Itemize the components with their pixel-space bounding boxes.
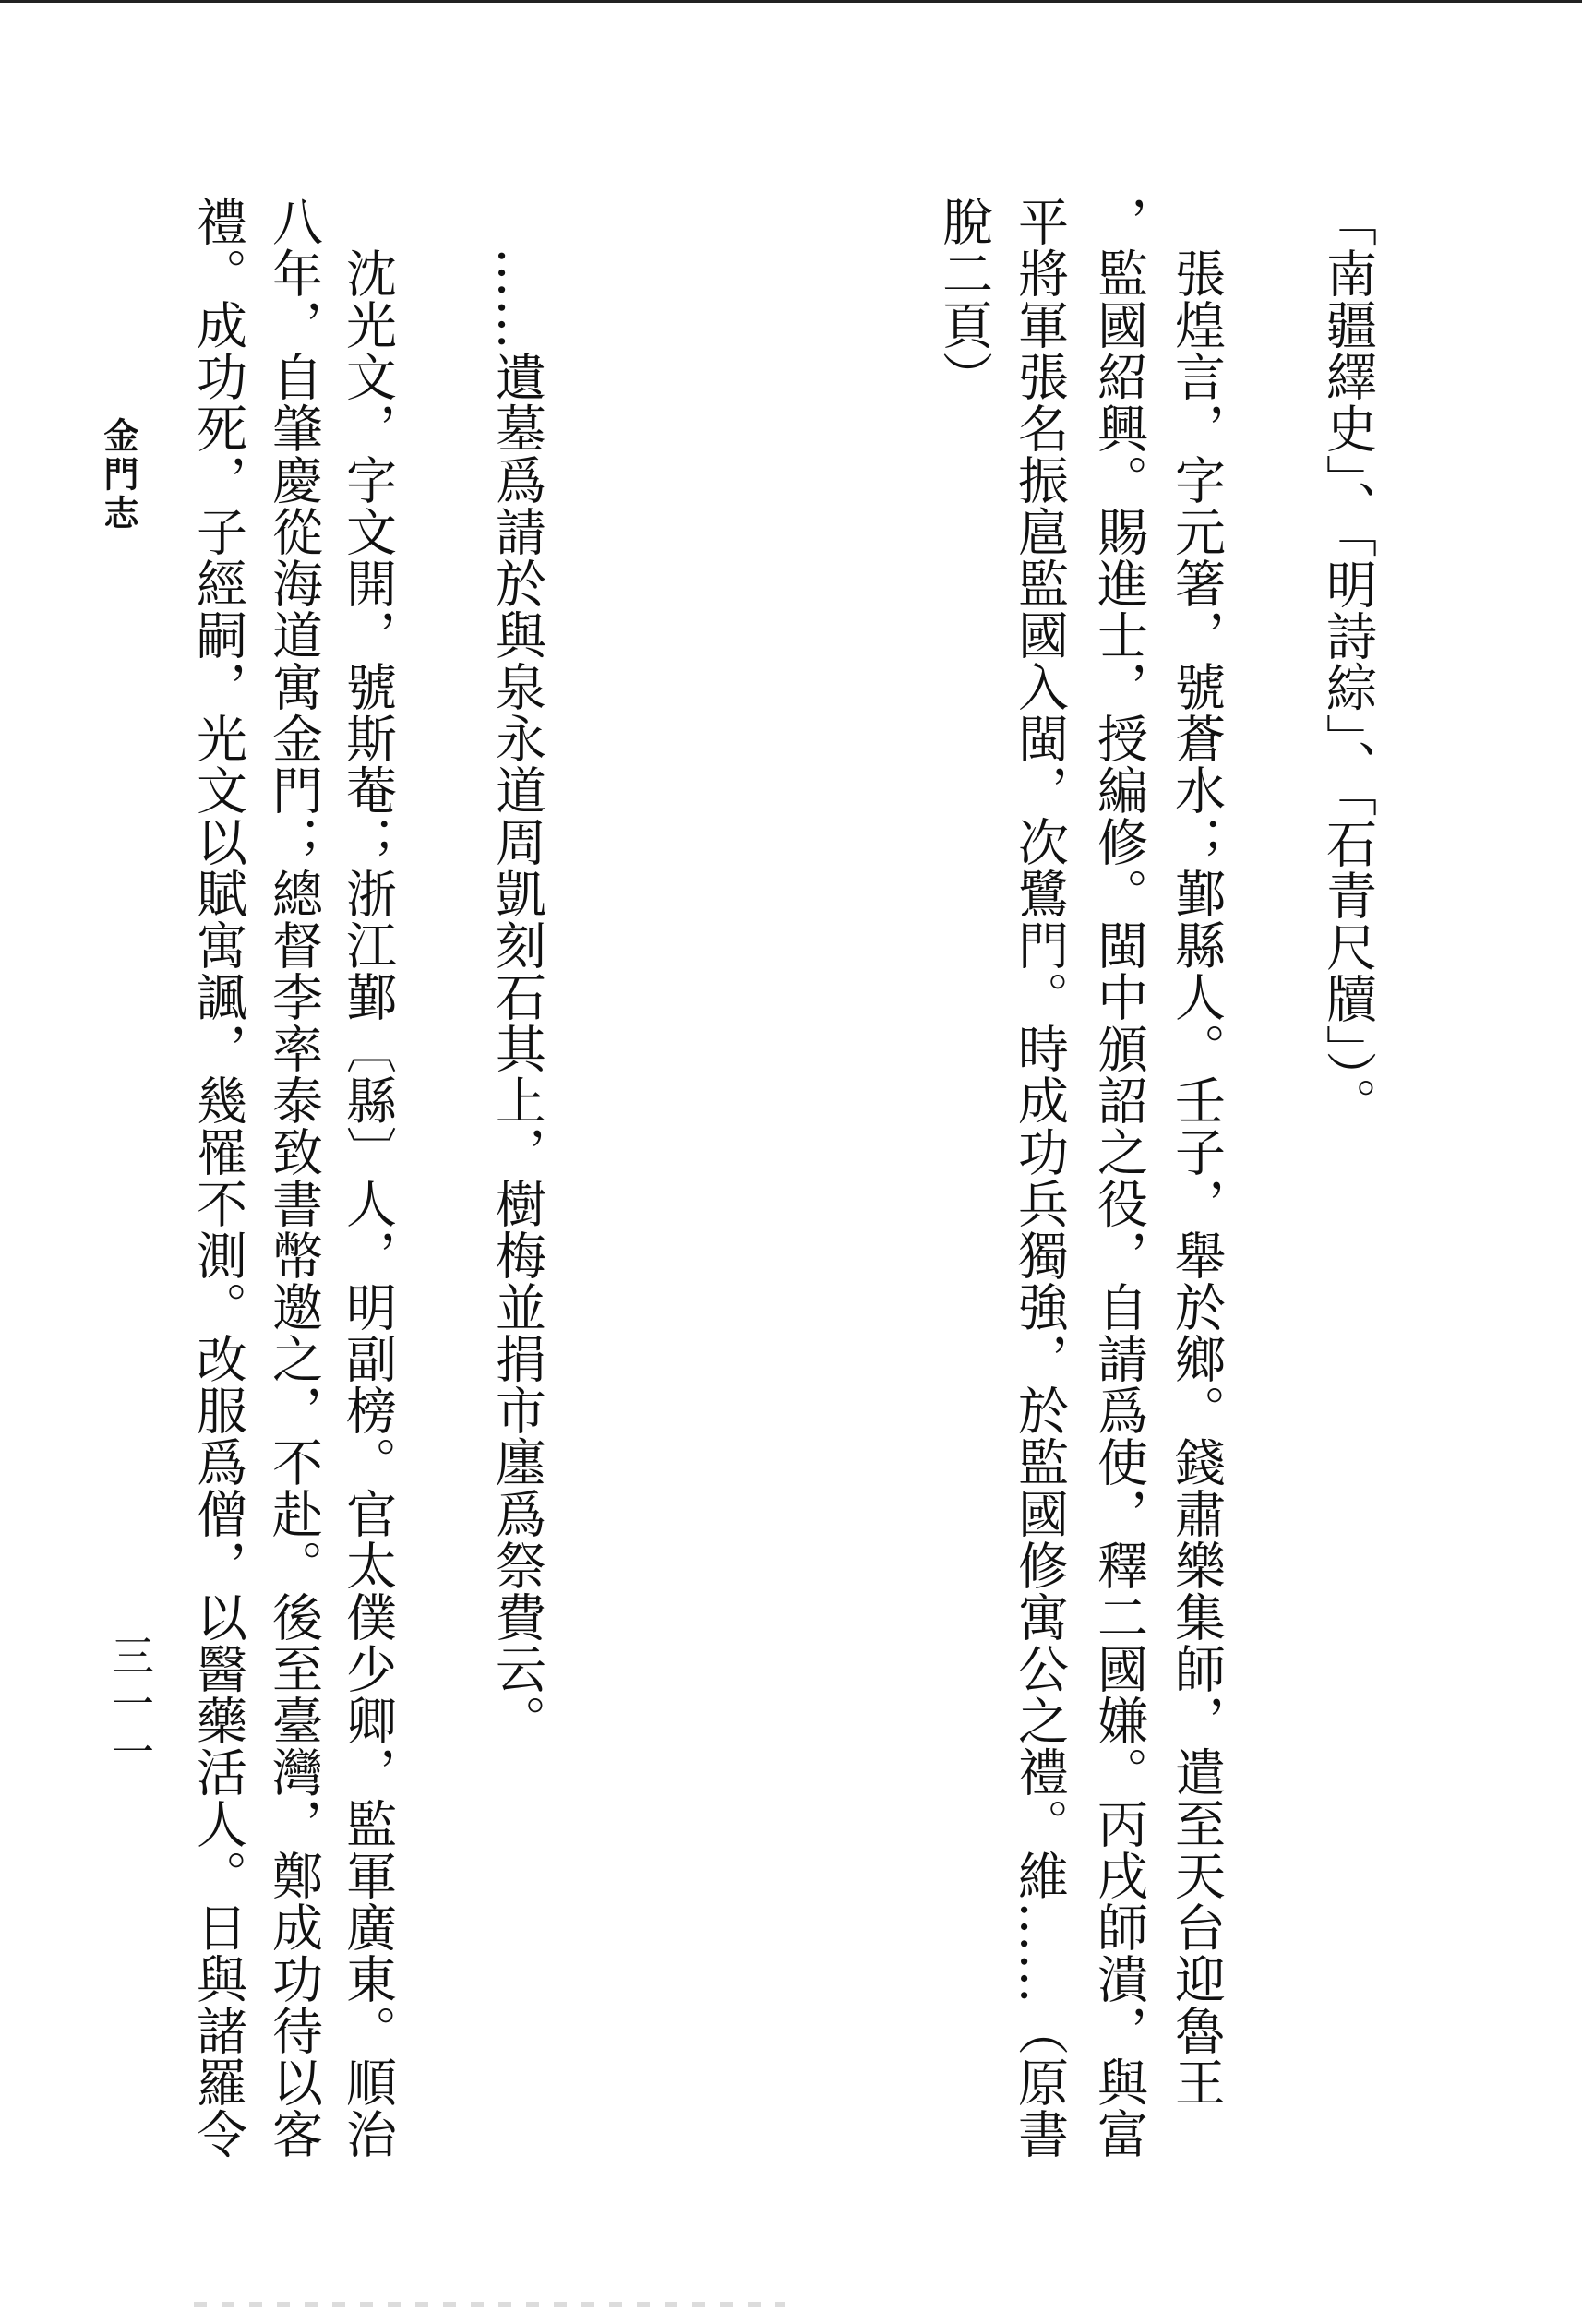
page-number: 三一一 xyxy=(105,1634,155,1778)
text-column-9: 禮。成功死，子經嗣，光文以賦寓諷，幾罹不測。改服爲僧，以醫藥活人。日與諸羅令 xyxy=(188,196,247,2160)
text-column-2: 張煌言，字元箸，號蒼水；鄞縣人。壬子，舉於鄉。錢肅樂集師，遣至天台迎魯王 xyxy=(1167,196,1226,2108)
book-title: 金門志 xyxy=(98,417,139,533)
text-column-5: 脫二頁） xyxy=(934,196,993,402)
text-column-4: 平將軍張名振扈監國入閩，次鷺門。時成功兵獨強，於監國修寓公之禮。維……（原書 xyxy=(1010,196,1069,2160)
text-column-7: 沈光文，字文開，號斯菴；浙江鄞〔縣〕人，明副榜。官太僕少卿，監軍廣東。順治 xyxy=(338,196,397,2160)
text-column-6: ……遺墓爲請於與泉永道周凱刻石其上，樹梅並捐市廛爲祭費云。 xyxy=(487,196,546,1746)
text-column-3: ，監國紹興。賜進士，授編修。閩中頒詔之役，自請爲使，釋二國嫌。丙戌師潰，與富 xyxy=(1089,196,1148,2160)
text-column-1: 「南疆繹史」、「明詩綜」、「石青尺牘」）。 xyxy=(1318,196,1377,1129)
top-border-rule xyxy=(0,0,1582,3)
text-column-8: 八年，自肇慶從海道寓金門；總督李率泰致書幣邀之，不赴。後至臺灣，鄭成功待以客 xyxy=(264,196,323,2160)
scan-artifact xyxy=(194,2302,785,2307)
